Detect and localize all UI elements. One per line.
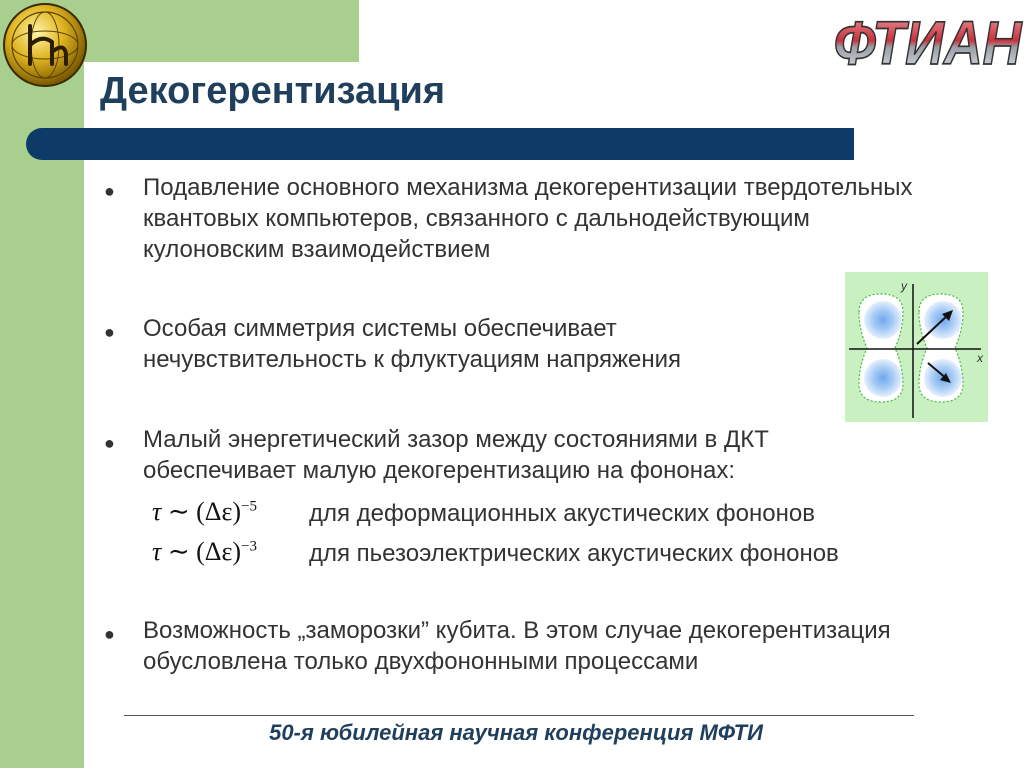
formula-description: для пьезоэлектрических акустических фононов bbox=[309, 540, 839, 567]
formula-description: для деформационных акустических фононов bbox=[309, 500, 815, 527]
bullet-text: Малый энергетический зазор между состояниями в ДКТ обеспечивает малую декогерентизацию на фононах: bbox=[143, 426, 769, 484]
ftian-logo bbox=[833, 8, 1022, 78]
bullet-text: Особая симметрия системы обеспечивает нечувствительность к флуктуациям напряжения bbox=[143, 315, 682, 373]
left-decor-bar bbox=[0, 0, 84, 768]
footer-conference-title: 50-я юбилейная научная конференция МФТИ bbox=[269, 720, 763, 745]
title-underline-bar bbox=[26, 128, 854, 160]
svg-text:y: y bbox=[901, 279, 907, 293]
formula: τ ∼ $(\Delta\varepsilon)^{-5}$ bbox=[152, 497, 258, 526]
top-decor-block bbox=[84, 0, 359, 62]
bullet-text: Возможность „заморозки” кубита. В этом случае декогерентизация обусловлена только двухфононными процессами bbox=[143, 617, 891, 675]
bullet-text: Подавление основного механизма декогерентизации твердотельных квантовых компьютеров, связанного с дальнодействующим кулоновским взаимодействием bbox=[143, 174, 913, 263]
bullet-dot: ● bbox=[104, 433, 115, 453]
bullet-dot: ● bbox=[104, 181, 115, 201]
svg-text:ФТИАН: ФТИАН bbox=[833, 9, 1022, 78]
quantum-dot-diagram bbox=[845, 272, 988, 422]
conference-logo bbox=[2, 2, 88, 88]
footer-divider bbox=[124, 715, 914, 716]
svg-text:x: x bbox=[977, 351, 983, 365]
formula: τ ∼ $(\Delta\varepsilon)^{-3}$ bbox=[152, 537, 258, 566]
bullet-dot: ● bbox=[104, 624, 115, 644]
slide-title: Декогерентизация bbox=[100, 70, 446, 112]
bullet-dot: ● bbox=[104, 322, 115, 342]
